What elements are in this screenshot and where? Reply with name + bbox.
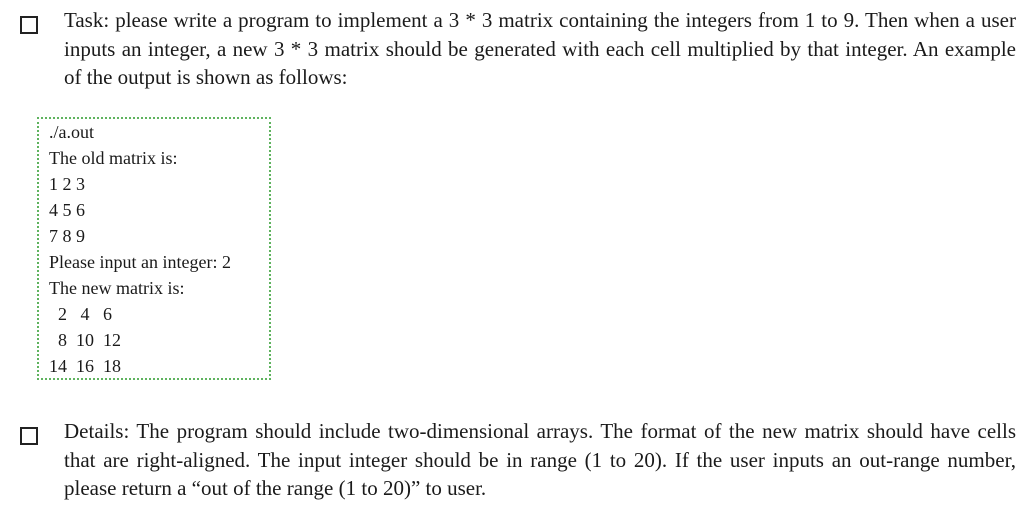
output-line-command: ./a.out <box>49 122 94 142</box>
details-paragraph: Details: The program should include two-dimensional arrays. The format of the new matrix should have cells that are right-aligned. The input integer should be in range (1 to 20). If the user inputs an out-range number, please return a “out of the range (1 to 20)” to user. <box>64 419 1016 500</box>
output-line-old-row-3: 7 8 9 <box>49 226 85 246</box>
output-line-old-label: The old matrix is: <box>49 148 178 168</box>
output-line-old-row-2: 4 5 6 <box>49 200 85 220</box>
example-output-box <box>37 117 271 380</box>
output-line-new-row-1: 2 4 6 <box>49 304 112 324</box>
output-line-prompt: Please input an integer: 2 <box>49 252 231 272</box>
output-line-new-row-2: 8 10 12 <box>49 330 121 350</box>
task-paragraph: Task: please write a program to implement a 3 * 3 matrix containing the integers from 1 to 9. Then when a user inputs an integer, a new 3 * 3 matrix should be generated with each cell multiplied by that integer. An example of the output is shown as follows: <box>64 8 1016 89</box>
output-line-old-row-1: 1 2 3 <box>49 174 85 194</box>
output-line-new-label: The new matrix is: <box>49 278 185 298</box>
output-line-new-row-3: 14 16 18 <box>49 356 121 376</box>
checkbox-bullet-icon <box>20 427 38 445</box>
checkbox-bullet-icon <box>20 16 38 34</box>
